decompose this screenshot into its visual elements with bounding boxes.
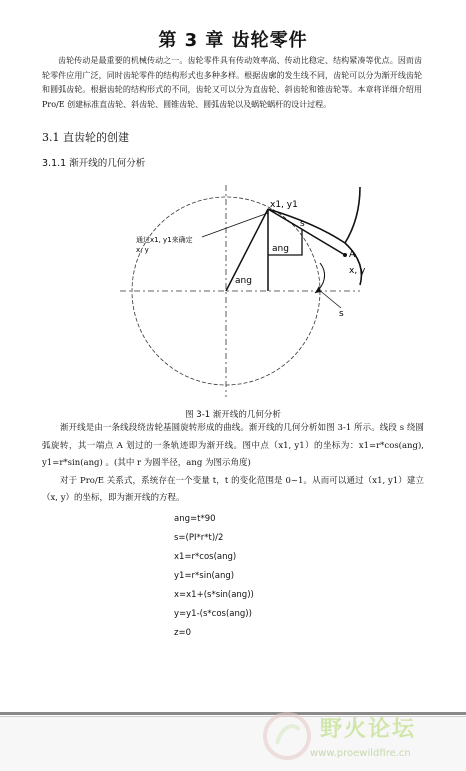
formula-line: x=x1+(s*sin(ang))	[174, 590, 254, 600]
subsection-heading: 3.1.1 渐开线的几何分析	[42, 158, 146, 169]
section-heading: 3.1 直齿轮的创建	[42, 131, 129, 144]
label-ang-left: ang	[235, 276, 252, 286]
watermark-url: www.proewildfire.cn	[310, 748, 411, 759]
chapter-title: 第 3 章 齿轮零件	[158, 30, 308, 51]
formula-line: ang=t*90	[174, 514, 216, 524]
label-s-lower: s	[339, 309, 344, 319]
formula-line: z=0	[174, 628, 191, 638]
formula-line: x1=r*cos(ang)	[174, 552, 237, 562]
label-s-upper: s	[300, 219, 305, 229]
involute-figure	[120, 185, 380, 400]
s-leader	[318, 289, 341, 308]
body-text	[42, 420, 424, 508]
watermark-text: 野火论坛	[320, 717, 417, 742]
figure-caption: 图 3-1 渐开线的几何分析	[185, 410, 281, 420]
point-A	[343, 253, 347, 257]
note-text-2: x, y	[136, 246, 149, 254]
formula-line: y=y1-(s*cos(ang))	[174, 609, 252, 619]
body-paragraph-2: 对于 Pro/E 关系式，系统存在一个变量 t，t 的变化范围是 0~1。从而可以通过（x1, y1）建立（x, y）的坐标，即为渐开线的方程。	[42, 475, 424, 503]
formula-line: y1=r*sin(ang)	[174, 571, 235, 581]
formula-list	[174, 510, 254, 643]
intro-paragraph: 齿轮传动是最重要的机械传动之一。齿轮零件具有传动效率高、传动比稳定、结构紧凑等优点。因而齿轮零件应用广泛，同时齿轮零件的结构形式也多种多样。根据齿廓的发生线不同，齿轮可以分为渐开线齿轮和圆弧齿轮。根据齿轮的结构形式的不同，齿轮又可以分为直齿轮、斜齿轮和锥齿轮等。本章将详细介绍用 Pro/E 创建标准直齿轮、斜齿轮、圆锥齿轮、圆弧齿轮以及蜗轮蜗杆的设计过程。	[42, 56, 422, 109]
label-x1y1: x1, y1	[270, 200, 298, 210]
body-paragraph-1: 渐开线是由一条线段绕齿轮基圆旋转形成的曲线。渐开线的几何分析如图 3-1 所示。线段 s 绕圆弧旋转，其一端点 A 划过的一条轨迹即为渐开线。图中点（x1, y1）的坐标为：x1=r*cos(ang), y1=r*sin(ang) 。(其中 r 为圆半径，ang 为图示角度)	[42, 423, 424, 468]
label-ang-right: ang	[272, 244, 289, 254]
label-xy: x, y	[349, 266, 366, 276]
note-text-1: 通过x1, y1来确定	[136, 236, 193, 244]
formula-line: s=(PI*r*t)/2	[174, 533, 224, 543]
label-A: A	[349, 250, 356, 260]
note-leader	[202, 213, 268, 237]
